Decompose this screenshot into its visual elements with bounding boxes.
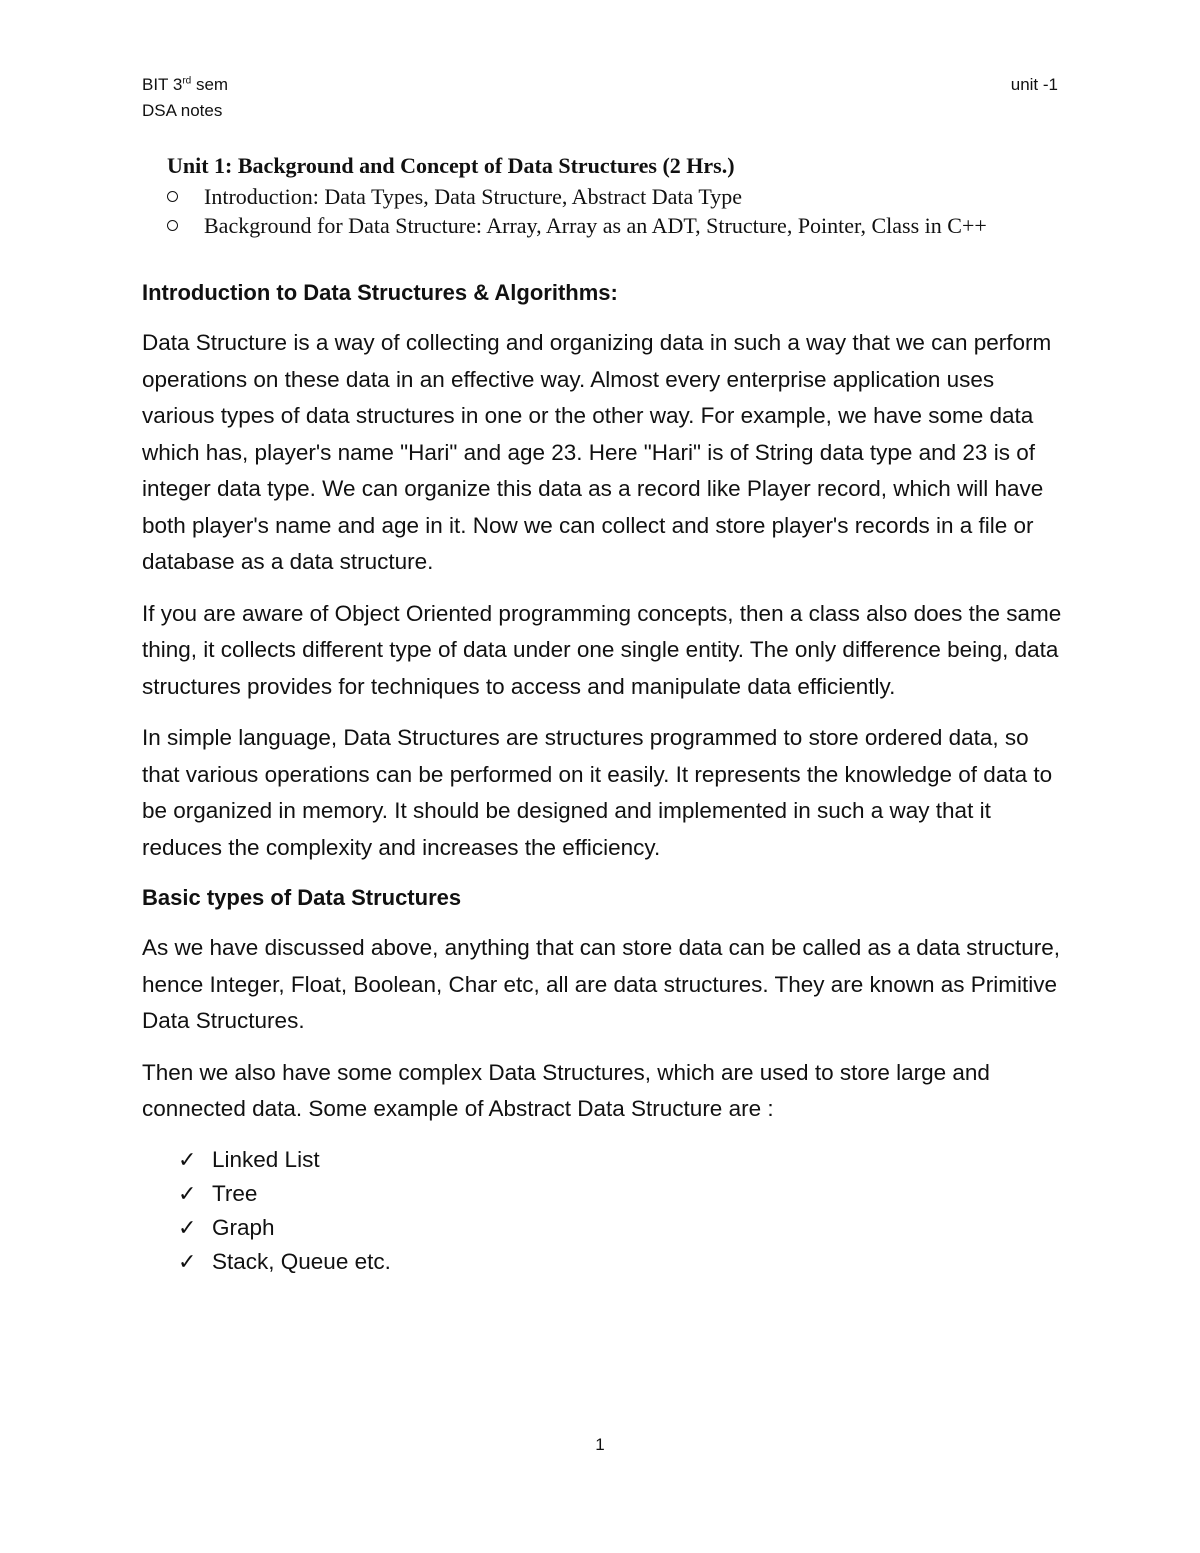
paragraph: As we have discussed above, anything that can store data can be called as a data structure, hence Integer, Float, Boolean, Char etc, all are data structures. They are known as Primitive Data Structures. bbox=[142, 935, 1061, 1033]
checkmark-icon: ✓ bbox=[178, 1180, 197, 1206]
list-item: ✓ Graph bbox=[178, 1211, 1072, 1245]
checkmark-icon: ✓ bbox=[178, 1146, 197, 1172]
page-header-left bbox=[142, 72, 228, 124]
page-number: 1 bbox=[595, 1435, 605, 1454]
paragraph: In simple language, Data Structures are structures programmed to store ordered data, so that various operations can be performed on it easily. It represents the knowledge of data to be organized in memory. It should be designed and implemented in such a way that it reduces the complexity and increases the efficiency. bbox=[142, 725, 1053, 860]
paragraph: If you are aware of Object Oriented programming concepts, then a class also does the same thing, it collects different type of data under one single entity. The only difference being, data structures provides for techniques to access and manipulate data efficiently. bbox=[142, 600, 1062, 699]
circle-bullet-icon bbox=[167, 220, 178, 231]
list-item: ✓ Tree bbox=[178, 1177, 1072, 1211]
checkmark-icon: ✓ bbox=[178, 1248, 197, 1274]
subject-label: DSA notes bbox=[142, 101, 223, 120]
syllabus-item: Introduction: Data Types, Data Structure, Abstract Data Type bbox=[167, 182, 1127, 211]
syllabus-title: Unit 1: Background and Concept of Data Structures (2 Hrs.) bbox=[167, 153, 735, 178]
course-label: BIT 3rd sem bbox=[142, 75, 229, 94]
section-heading-introduction: Introduction to Data Structures & Algorithms: bbox=[142, 280, 618, 305]
syllabus-item: Background for Data Structure: Array, Array as an ADT, Structure, Pointer, Class in C++ bbox=[167, 211, 1127, 240]
paragraph: Then we also have some complex Data Structures, which are used to store large and connected data. Some example of Abstract Data Structure are : bbox=[142, 1059, 990, 1121]
main-content bbox=[142, 276, 1072, 1279]
list-item: ✓ Linked List bbox=[178, 1143, 1072, 1177]
circle-bullet-icon bbox=[167, 191, 178, 202]
syllabus-block bbox=[167, 150, 1127, 240]
data-structure-list bbox=[142, 1143, 1072, 1279]
checkmark-icon: ✓ bbox=[178, 1214, 197, 1240]
section-heading-basic-types: Basic types of Data Structures bbox=[142, 885, 462, 910]
unit-label: unit -1 bbox=[1010, 75, 1058, 94]
list-item: ✓ Stack, Queue etc. bbox=[178, 1245, 1072, 1279]
paragraph: Data Structure is a way of collecting and organizing data in such a way that we can perform operations on these data in an effective way. Almost every enterprise application uses various types of data structures in one or the other way. For example, we have some data which has, player's name "Hari" and age 23. Here "Hari" is of String data type and 23 is of integer data type. We can organize this data as a record like Player record, which will have both player's name and age in it. Now we can collect and store player's records in a file or database as a data structure. bbox=[142, 330, 1052, 574]
